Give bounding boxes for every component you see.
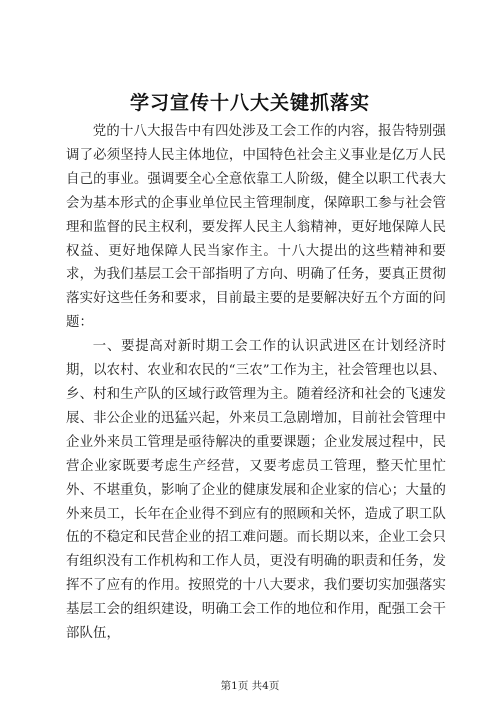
document-body xyxy=(66,120,446,646)
page-number-footer: 第1页 共4页 xyxy=(220,680,280,692)
paragraph-section-one: 一、要提高对新时期工会工作的认识武进区在计划经济时期，以农村、农业和农民的“三农”工作为主，社会管理也以县、乡、村和生产队的区域行政管理为主。随着经济和社会的飞速发展、非公企业的迅猛兴起，外来员工急剧增加，目前社会管理中企业外来员工管理是亟待解决的重要课题；企业发展过程中，民营企业家既要考虑生产经营，又要考虑员工管理，整天忙里忙外、不堪重负，影响了企业的健康发展和企业家的信心；大量的外来员工，长年在企业得不到应有的照顾和关怀，造成了职工队伍的不稳定和民营企业的招工难问题。而长期以来，企业工会只有组织没有工作机构和工作人员，更没有明确的职责和任务，发挥不了应有的作用。按照党的十八大要求，我们要切实加强落实基层工会的组织建设，明确工会工作的地位和作用，配强工会干部队伍， xyxy=(66,339,446,642)
paragraph-intro: 党的十八大报告中有四处涉及工会工作的内容，报告特别强调了必须坚持人民主体地位，中国特色社会主义事业是亿万人民自己的事业。强调要全心全意依靠工人阶级，健全以职工代表大会为基本形式的企事业单位民主管理制度，保障职工参与社会管理和监督的民主权利，要发挥人民主人翁精神，更好地保障人民权益、更好地保障人民当家作主。十八大提出的这些精神和要求，为我们基层工会干部指明了方向、明确了任务，要真正贯彻落实好这些任务和要求，目前最主要的是要解决好五个方面的问题： xyxy=(66,124,446,331)
document-title: 学习宣传十八大关键抓落实 xyxy=(129,92,370,114)
